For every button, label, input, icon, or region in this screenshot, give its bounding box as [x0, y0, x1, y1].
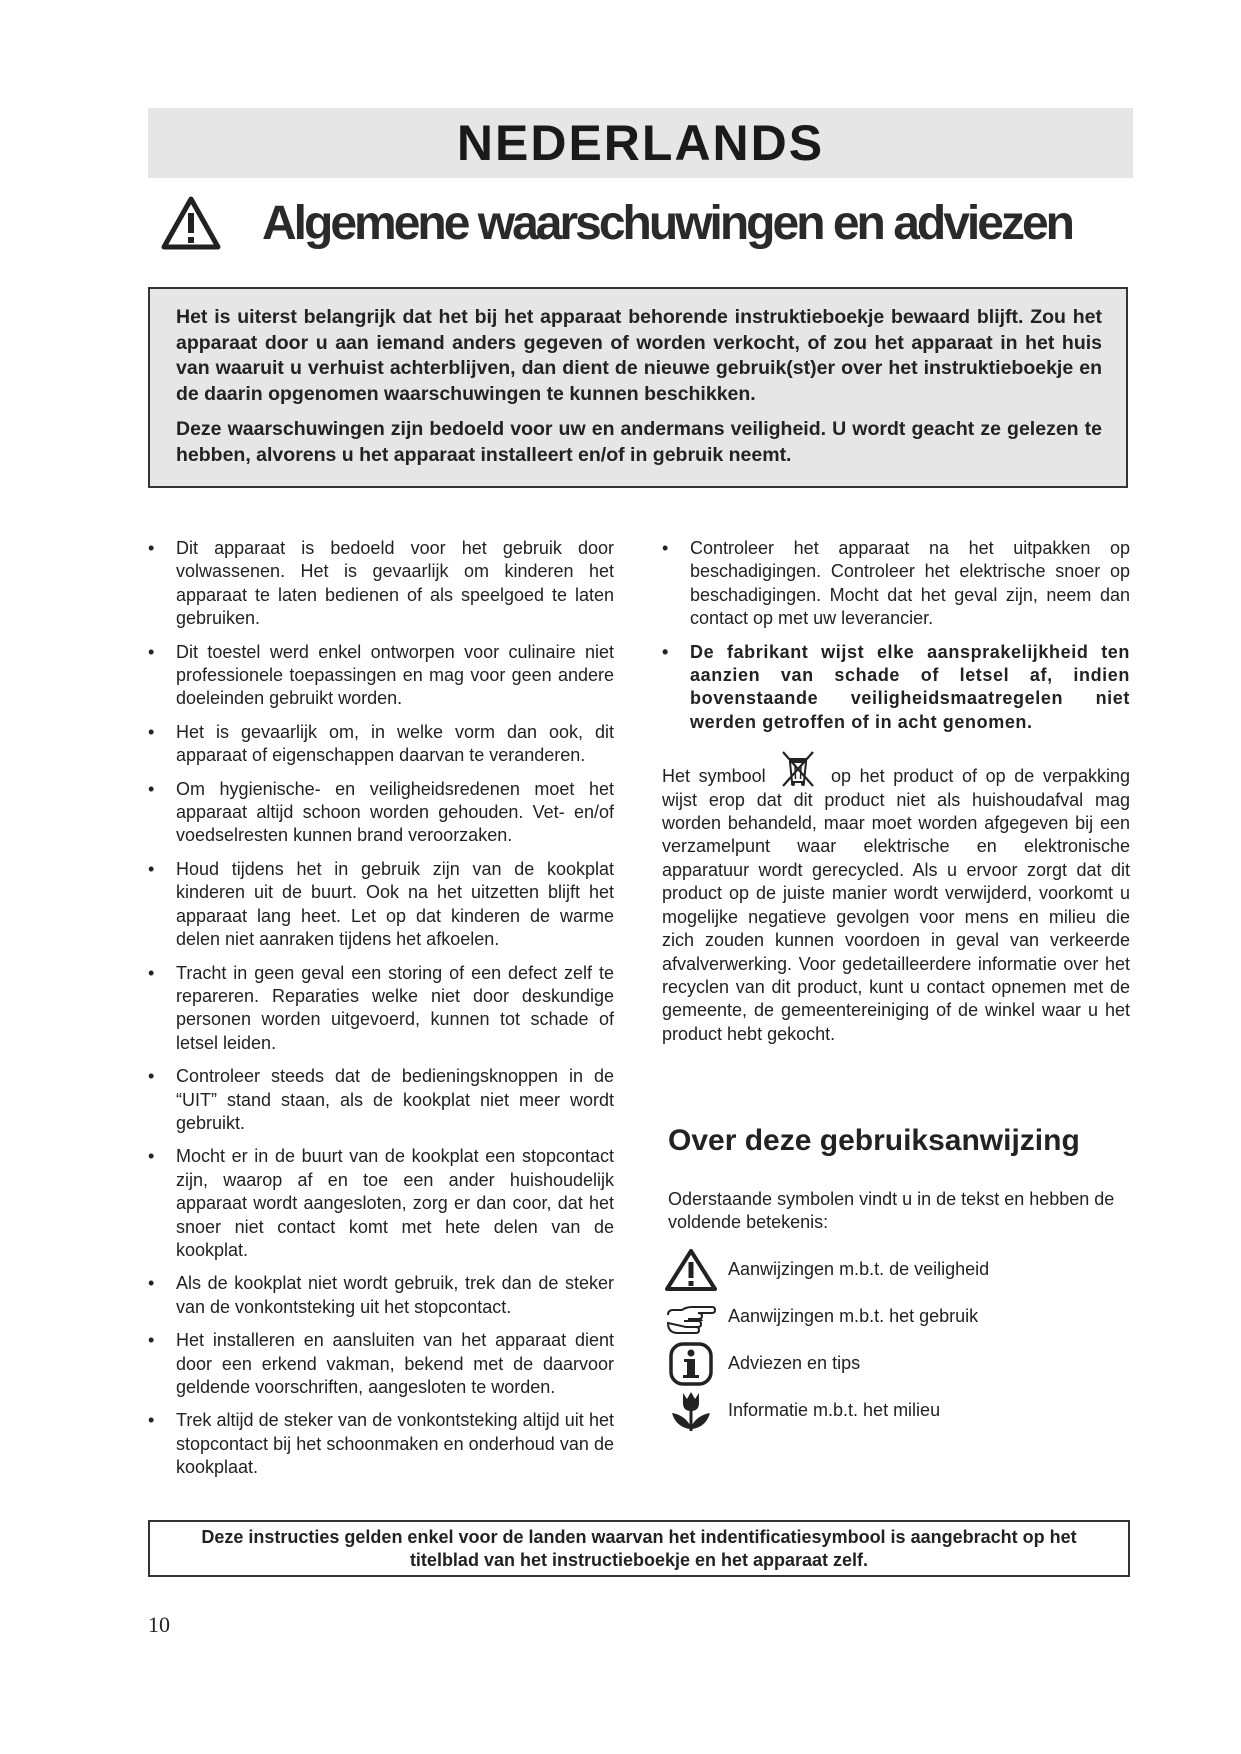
crossed-bin-icon — [778, 748, 818, 788]
pointing-hand-icon — [664, 1295, 718, 1339]
legend-row-usage — [664, 1293, 1124, 1340]
manual-section-heading: Over deze gebruiksanwijzing — [668, 1124, 1080, 1157]
list-item: • Houd tijdens het in gebruik zijn van de kookplat kinderen uit de buurt. Ook na het uitzetten blijft het apparaat lang heet. Let op dat kinderen de warme delen niet aanraken tijdens het afkoelen. — [148, 858, 614, 952]
page-title: Algemene waarschuwingen en adviezen — [262, 196, 1072, 250]
legend-row-environment — [664, 1387, 1124, 1434]
safety-list — [148, 537, 614, 1480]
legend-row-safety — [664, 1246, 1124, 1293]
notice-paragraph-2: Deze waarschuwingen zijn bedoeld voor uw en andermans veiligheid. U wordt geacht ze gelezen te hebben, alvorens u het apparaat installeert en/of in gebruik neemt. — [176, 418, 1102, 466]
manual-section-intro: Oderstaande symbolen vindt u in de tekst en hebben de voldende betekenis: — [668, 1189, 1115, 1233]
section-header — [160, 188, 1120, 258]
legend-label: Adviezen en tips — [728, 1353, 861, 1373]
left-column — [148, 537, 614, 1490]
list-item: • Controleer steeds dat de bedieningsknoppen in de “UIT” stand staan, als de kookplat niet meer wordt gebruikt. — [148, 1065, 614, 1135]
warning-triangle-icon — [160, 195, 222, 251]
language-title: NEDERLANDS — [456, 115, 825, 171]
legend-label: Informatie m.b.t. het milieu — [728, 1400, 941, 1420]
list-item: • Het is gevaarlijk om, in welke vorm dan ook, dit apparaat of eigenschappen daarvan te veranderen. — [148, 721, 614, 768]
info-icon — [664, 1342, 718, 1386]
footer-note-text: Deze instructies gelden enkel voor de landen waarvan het indentificatiesymbool is aangebracht op het titelblad van het instructieboekje en het apparaat zelf. — [201, 1526, 1077, 1570]
notice-paragraph-1: Het is uiterst belangrijk dat het bij het apparaat behorende instruktieboekje bewaard blijft. Zou het apparaat door u aan iemand anders gegeven of worden verkocht, of zou het apparaat in het huis van waaruit u verhuist achterblijven, dan dient de nieuwe gebruik(st)er over het instruktieboekje en de daarin opgenomen waarschuwingen te kunnen beschikken. — [176, 306, 1102, 405]
symbol-legend — [664, 1246, 1124, 1434]
page-number: 10 — [148, 1612, 170, 1637]
list-item: • Trek altijd de steker van de vonkontsteking altijd uit het stopcontact bij het schoonmaken en onderhoud van de kookplaat. — [148, 1409, 614, 1479]
list-item: • Om hygienische- en veiligheidsredenen moet het apparaat altijd schoon worden gehouden. Vet- en/of voedselresten kunnen brand veroorzaken. — [148, 778, 614, 848]
legend-label: Aanwijzingen m.b.t. het gebruik — [728, 1306, 979, 1326]
safety-list-continued — [662, 537, 1130, 734]
warning-triangle-icon — [664, 1248, 718, 1292]
list-item: • Mocht er in de buurt van de kookplat een stopcontact zijn, waarop af en toe een ander huishoudelijk apparaat wordt aangesloten, zorg er dan coor, dat het snoer niet contact komt met hete delen van de kookplat. — [148, 1145, 614, 1262]
list-item: • Tracht in geen geval een storing of een defect zelf te repareren. Reparaties welke niet door deskundige personen worden uitgevoerd, kunnen tot schade of letsel leiden. — [148, 962, 614, 1056]
weee-paragraph — [662, 748, 1130, 1046]
list-item: • Dit apparaat is bedoeld voor het gebruik door volwassenen. Het is gevaarlijk om kinderen het apparaat te laten bedienen of als speelgoed te laten gebruiken. — [148, 537, 614, 631]
list-item: • Het installeren en aansluiten van het apparaat dient door een erkend vakman, bekend met de daarvoor geldende voorschriften, aangesloten te worden. — [148, 1329, 614, 1399]
list-item: • Dit toestel werd enkel ontworpen voor culinaire niet professionele toepassingen en mag voor geen andere doeleinden gebruikt worden. — [148, 641, 614, 711]
important-notice-box — [148, 287, 1128, 488]
list-item: • Controleer het apparaat na het uitpakken op beschadigingen. Controleer het elektrische snoer op beschadigingen. Mocht dat het geval zijn, neem dan contact op met uw leverancier. — [662, 537, 1130, 631]
right-column — [662, 537, 1130, 1046]
tulip-icon — [664, 1389, 718, 1433]
list-item: • Als de kookplat niet wordt gebruik, trek dan de steker van de vonkontsteking uit het stopcontact. — [148, 1272, 614, 1319]
weee-text: op het product of op de verpakking wijst erop dat dit product niet als huishoudafval mag worden behandeld, maar moet worden afgegeven bij een verzamelpunt waar elektrische en elektronische apparatuur wordt gerecycled. Als u ervoor zorgt dat dit product op de juiste manier wordt verwijderd, voorkomt u mogelijke negatieve gevolgen voor mens en milieu die zich zouden kunnen voordoen in geval van verkeerde afvalverwerking. Voor gedetailleerdere informatie over het recyclen van dit product, kunt u contact opnemen met de gemeente, de gemeentereiniging of de winkel waar u het product hebt gekocht. — [662, 766, 1130, 1044]
language-banner — [148, 108, 1133, 178]
country-validity-note — [148, 1520, 1130, 1577]
weee-lead: Het symbool — [662, 766, 766, 787]
liability-disclaimer: • De fabrikant wijst elke aansprakelijkheid ten aanzien van schade of letsel af, indien bovenstaande veiligheidsmaatregelen niet werden getroffen of in acht genomen. — [662, 641, 1130, 735]
legend-row-tips — [664, 1340, 1124, 1387]
legend-label: Aanwijzingen m.b.t. de veiligheid — [728, 1259, 990, 1279]
